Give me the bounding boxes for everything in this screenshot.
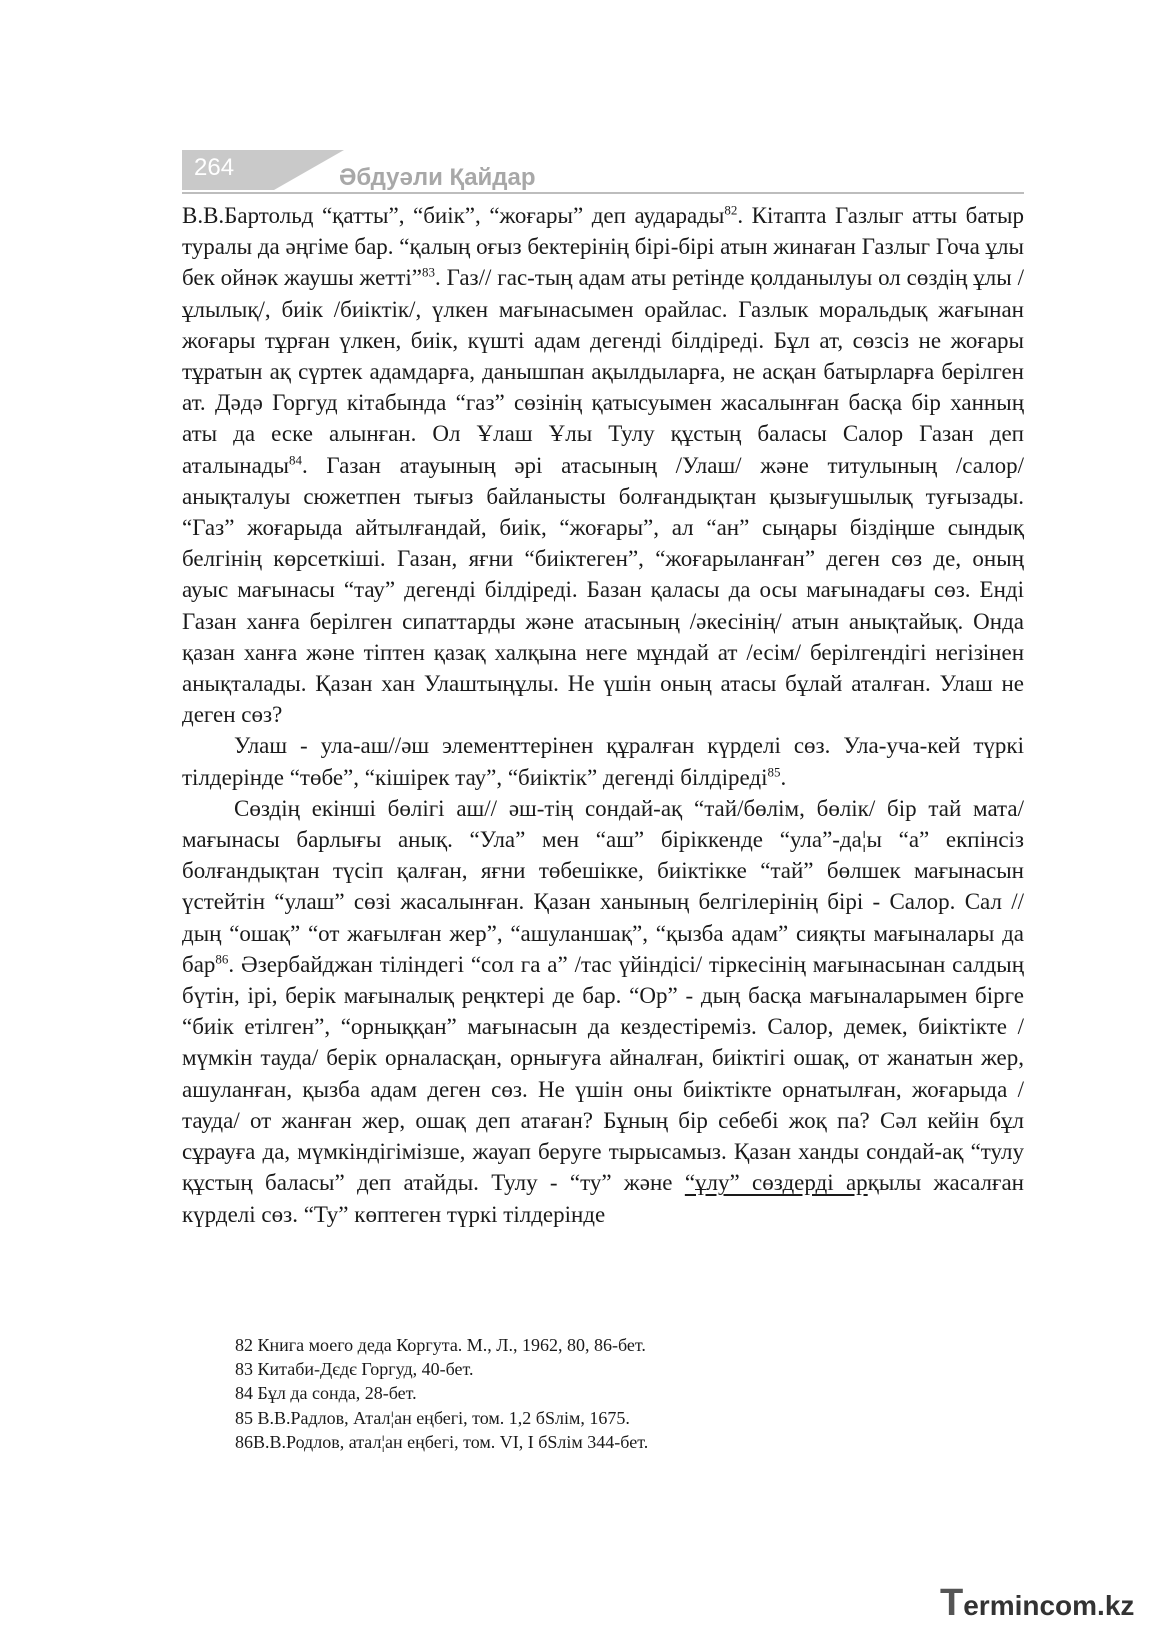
paragraph-text: В.В.Бартольд “қатты”, “биік”, “жоғары” деп аударады	[182, 203, 725, 228]
site-watermark	[940, 1582, 1134, 1625]
footnote-85: 85 В.В.Радлов, Атал¦ан еңбегі, том. 1,2 бSлім, 1675.	[235, 1407, 630, 1428]
footnote-ref[interactable]: 85	[767, 764, 781, 779]
underlined-text: “ұлу” сөздерді ар	[684, 1170, 868, 1196]
page-number-tab-shape	[274, 150, 344, 190]
watermark-text: ermincom.kz	[963, 1590, 1135, 1621]
footnotes	[235, 1333, 995, 1454]
footnote-82: 82 Книга моего деда Коргута. М., Л., 1962, 80, 86-бет.	[235, 1335, 646, 1355]
paragraph-text: .	[780, 764, 787, 790]
paragraph-text: Улаш - ула-аш//әш элементтерінен құралған күрделі сөз. Ула-уча-кей түркі тілдерінде “төбе”, “кішірек тау”, “биіктік” дегенді білдіреді	[182, 733, 1024, 790]
page-number: 264	[194, 154, 235, 181]
paragraph-3	[182, 793, 1024, 1230]
footnote-86: 86В.В.Родлов, атал¦ан еңбегі, том. VI, I бSлім 344-бет.	[235, 1431, 649, 1452]
paragraph-text: . Кітапта Газлыг атты батыр туралы да әңгіме бар. “қалың оғыз бектерінің бірі-бірі атын жинаған Газлыг Гоча ұлы бек ойнәк жаушы жетті”	[182, 203, 1024, 291]
footnote-ref[interactable]: 84	[288, 451, 302, 467]
running-header-author: Әбдуәли Қайдар	[339, 164, 536, 191]
paragraph-text: қылы жасалған күрделі сөз. “Ту” көптеген түркі тілдерінде	[182, 1170, 1024, 1227]
footnote-84: 84 Бұл да сонда, 28-бет.	[235, 1383, 417, 1404]
paragraph-text: . Газ// гас-тың адам аты ретінде қолданылуы ол сөздің ұлы /ұлылық/, биік /биіктік/, үлкен мағынасымен орайлас. Газлык моральдық жағынан жоғары тұрған үлкен, биік, күшті адам дегенді білдіреді. Бұл ат, сөзсіз не жоғары тұратын ақ сүртек адамдарға, данышпан ақылдыларға, не асқан батырларға берілген ат. Дәдә Горгуд кітабында “газ” сөзінің қатысуымен жасалынған басқа бір ханның аты да еске алынған. Ол Ұлаш Ұлы Тулу құстың баласы Салор Газан деп аталынады	[182, 265, 1024, 478]
footnote-83: 83 Китаби-Дєдє Горгуд, 40-бет.	[235, 1359, 474, 1380]
paragraph-text: . Әзербайджан тіліндегі “сол га а” /тас үйіндісі/ тіркесінің мағынасынан салдың бүтін, ірі, берік мағыналық реңктері де бар. “Ор” - дың басқа мағыналарымен бірге “биік етілген”, “орныққан” мағынасын да кездестіреміз. Салор, демек, биіктікте /мүмкін тауда/ берік орналасқан, орнығуға айналған, биіктігі ошақ, от жанатын жер, ашуланған, қызба адам деген сөз. Не үшін оны биіктікте орнатылған, жоғарыда /тауда/ от жанған жер, ошақ деп атаған? Бұның бір себебі жоқ па? Сәл кейін бұл сұрауға да, мүмкіндігімізше, жауап беруге тырысамыз. Қазан ханды сондай-ақ “тулу құстың баласы” деп атайды. Тулу - “ту” және	[182, 951, 1024, 1196]
footnote-ref[interactable]: 82	[724, 202, 738, 218]
header-rule	[182, 192, 1024, 194]
page-header	[182, 150, 1024, 196]
paragraph-1	[182, 200, 1024, 730]
body-text	[182, 200, 1024, 1230]
paragraph-text: Сөздің екінші бөлігі аш// әш-тің сондай-ақ “тай/бөлім, бөлік/ бір тай мата/ мағынасы барлығы анық. “Ула” мен “аш” біріккенде “ула”-да¦ы “а” екпінсіз болғандықтан түсіп қалған, яғни төбешікке, биіктікке “тай” бөлшек мағынасын үстейтін “улаш” сөзі жасалынған. Қазан ханының белгілерінің бірі - Салор. Сал // дың “ошақ” “от жағылған жер”, “ашуланшақ”, “қызба адам” сияқты мағыналары да бар	[182, 795, 1024, 977]
footnote-ref[interactable]: 86	[215, 951, 229, 967]
paragraph-2	[182, 730, 1024, 792]
paragraph-text: . Газан атауының әрі атасының /Улаш/ және титулының /салор/ анықталуы сюжетпен тығыз байланысты болғандықтан қызығушылық туғызады. “Газ” жоғарыда айтылғандай, биік, “жоғары”, ал “ан” сыңары біздіңше сындық белгінің көрсеткіші. Газан, яғни “биіктеген”, “жоғарыланған” деген сөз де, оның ауыс мағынасы “тау” дегенді білдіреді. Базан қаласы да осы мағынадағы сөз. Енді Газан ханға берілген сипаттарды және атасының /әкесінің/ атын анықтайық. Онда қазан ханға және тіптен қазақ халқына неге мұндай ат /есім/ берілгендігі негізінен анықталады. Қазан хан Улаштыңұлы. Не үшін оның атасы бұлай аталған. Улаш не деген сөз?	[182, 452, 1024, 728]
watermark-t-logo: T	[940, 1582, 964, 1624]
footnote-ref[interactable]: 83	[422, 264, 435, 280]
